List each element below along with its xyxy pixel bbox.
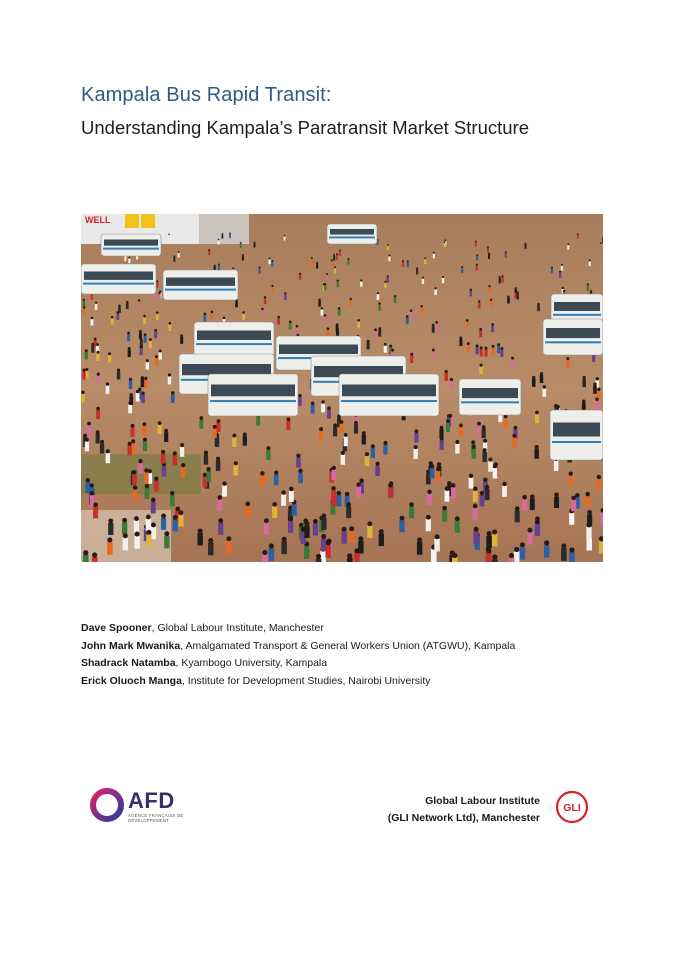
author-list xyxy=(81,620,641,690)
afd-logo xyxy=(88,786,188,830)
author-name: John Mark Mwanika xyxy=(81,639,181,652)
author-line xyxy=(81,638,641,656)
photo-crowded-taxi-park-icon xyxy=(81,214,603,562)
author-line xyxy=(81,673,641,691)
author-affiliation: , Amalgamated Transport & General Workers Union (ATGWU), Kampala xyxy=(180,639,516,652)
report-title: Kampala Bus Rapid Transit: xyxy=(81,84,332,106)
afd-subtext: AGENCE FRANÇAISE DE DÉVELOPPEMENT xyxy=(128,813,184,823)
gli-network: (GLI Network Ltd), Manchester xyxy=(387,812,540,824)
author-affiliation: , Institute for Development Studies, Nairobi University xyxy=(181,674,431,687)
gli-mark: GLI xyxy=(563,802,581,814)
author-name: Erick Oluoch Manga xyxy=(81,674,182,687)
gli-circle-icon xyxy=(555,790,589,824)
billboard-text: WELL xyxy=(85,215,111,225)
report-subtitle: Understanding Kampala’s Paratransit Market Structure xyxy=(81,117,529,138)
author-affiliation: , Kyambogo University, Kampala xyxy=(175,657,328,669)
author-name: Dave Spooner xyxy=(81,622,152,634)
gli-publisher xyxy=(388,793,540,827)
cover-photo xyxy=(81,214,603,562)
author-affiliation: , Global Labour Institute, Manchester xyxy=(151,622,324,634)
afd-ring-icon xyxy=(88,786,126,824)
gli-name: Global Labour Institute xyxy=(425,795,540,807)
author-line xyxy=(81,655,641,673)
author-name: Shadrack Natamba xyxy=(81,657,176,669)
afd-wordmark: AFD xyxy=(128,788,175,813)
author-line xyxy=(81,620,641,638)
